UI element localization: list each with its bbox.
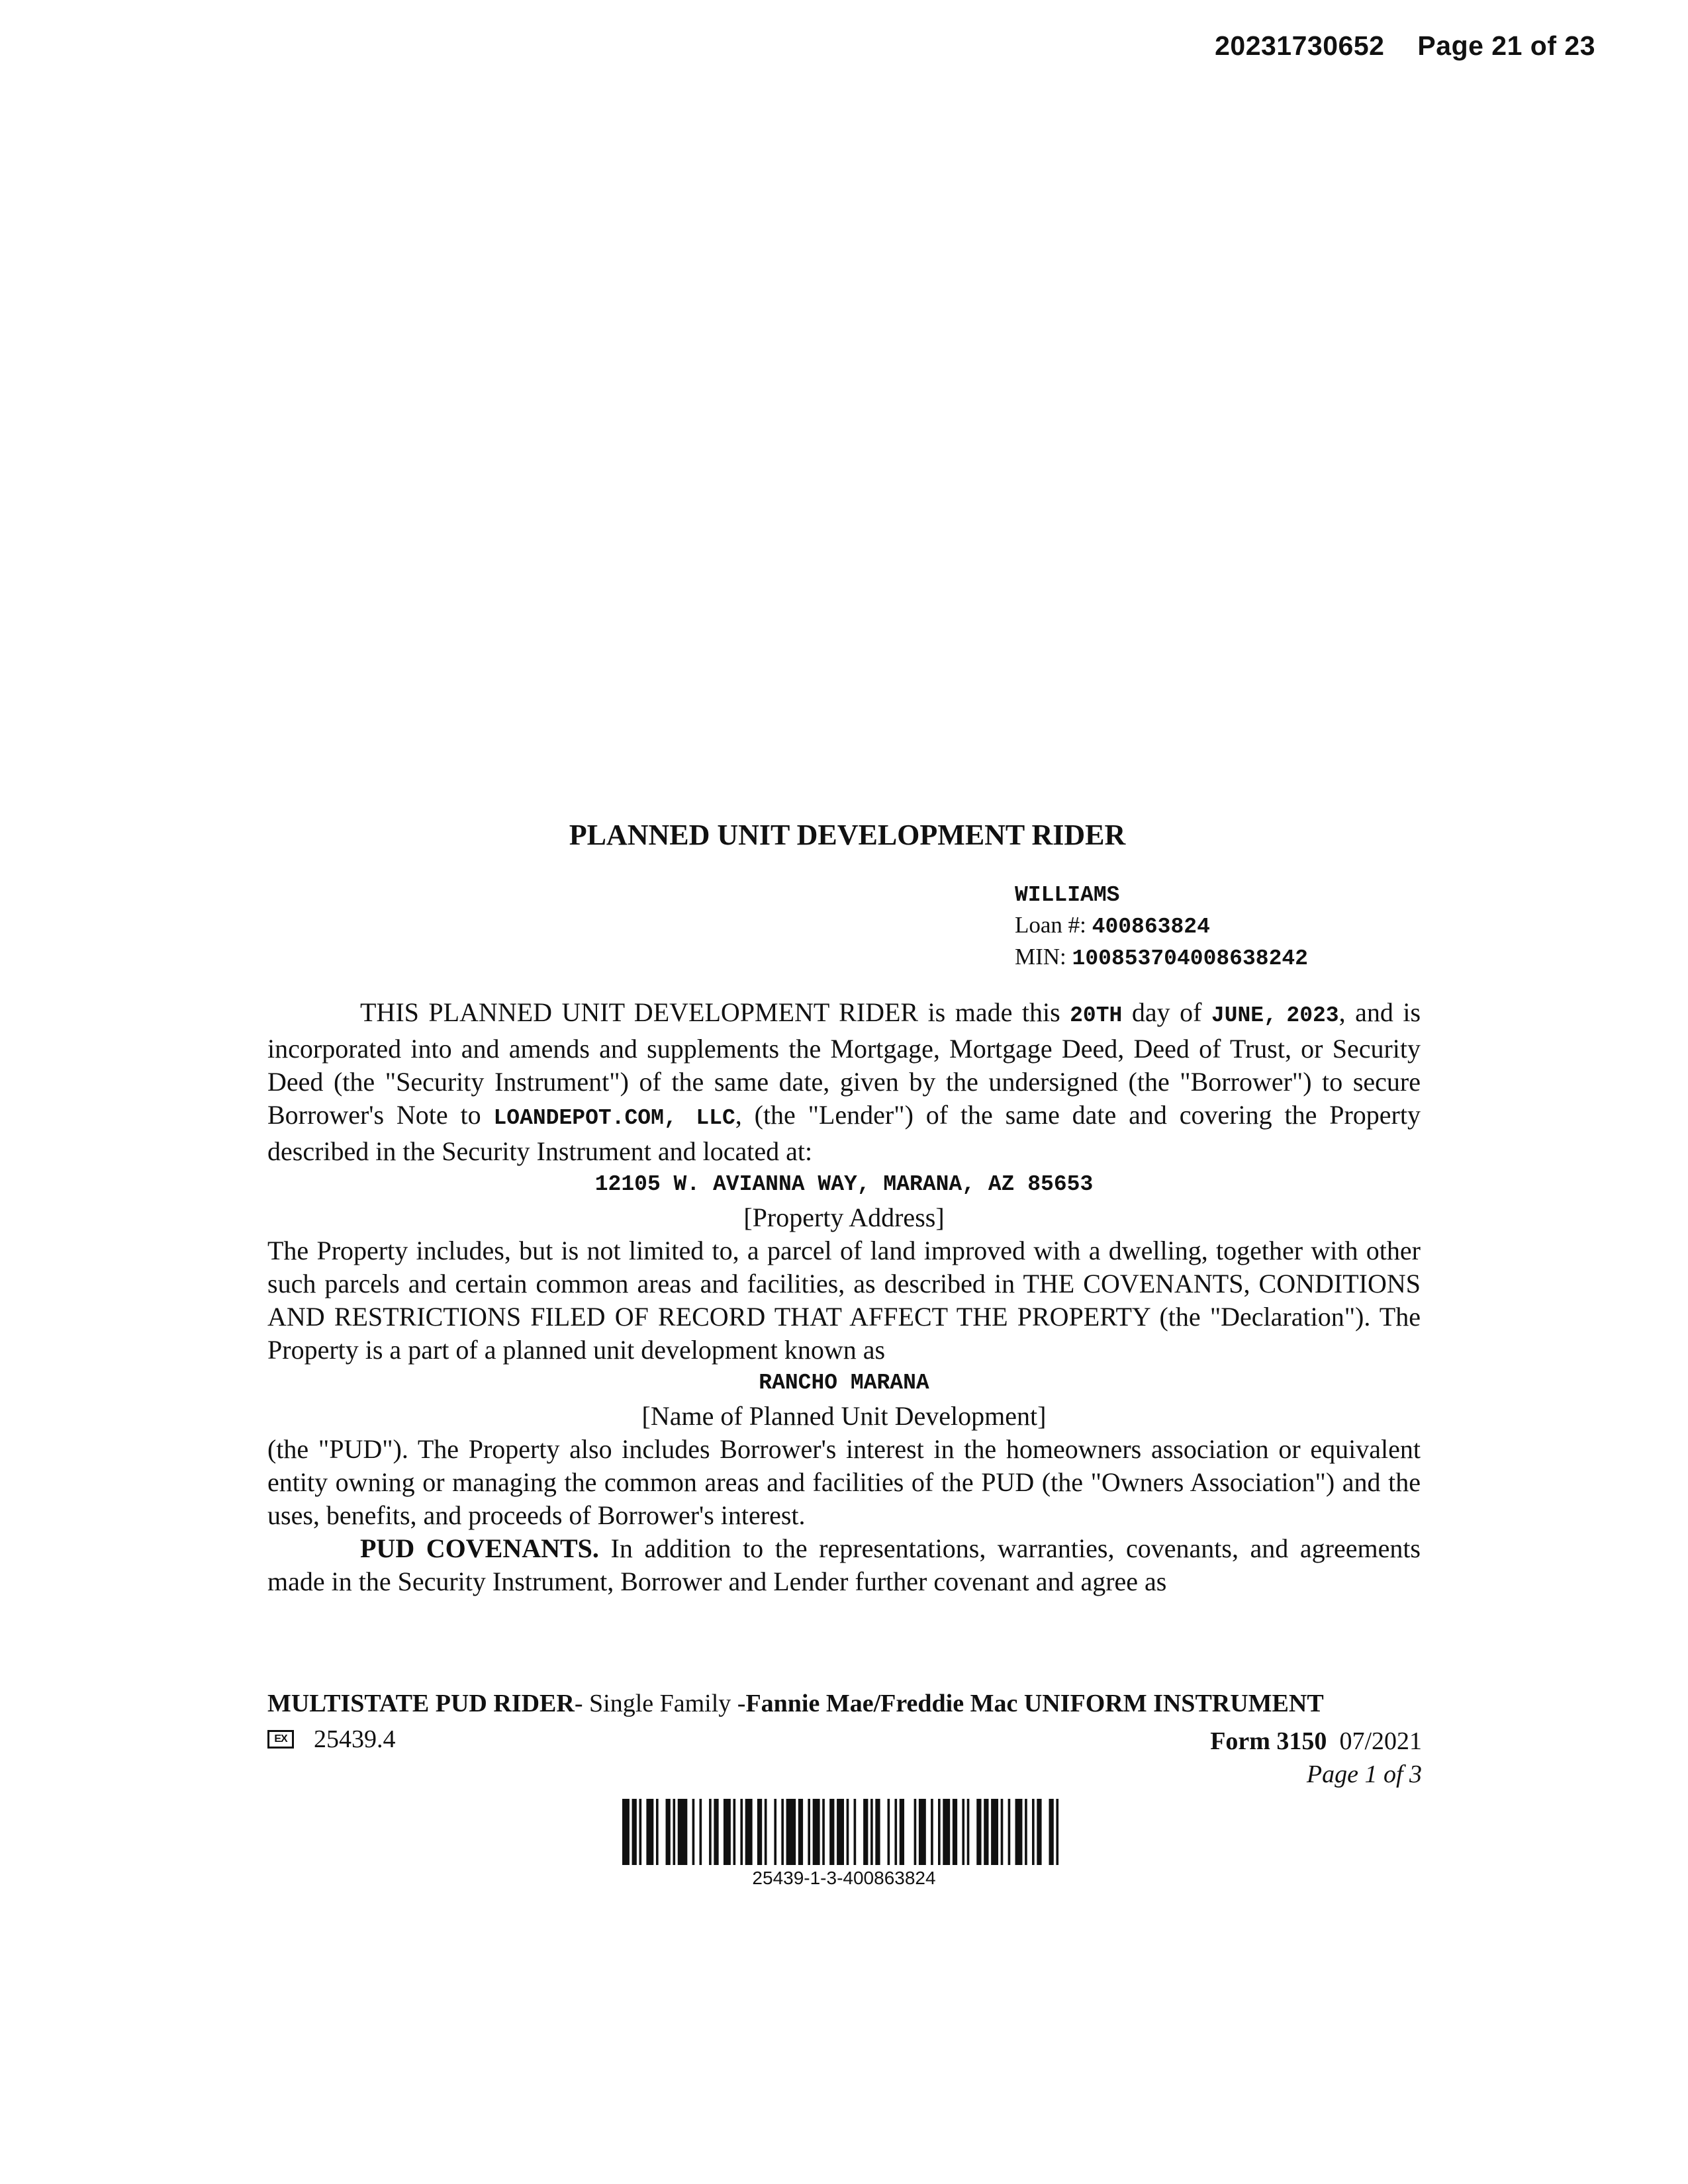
covenants-text: In addition to the representations, warranties, covenants, and agreements made in the Security Instrument, Borrower and Lender further covenant and agree as [267,1533,1421,1596]
footer-code [267,1725,396,1754]
min-line [1015,942,1308,974]
form-number-line [1210,1725,1422,1758]
form-date: 07/2021 [1339,1727,1422,1755]
barcode-bar [1056,1799,1058,1865]
intro-paragraph [267,996,1421,1168]
barcode-bar [622,1799,630,1865]
barcode-bar [781,1799,784,1865]
barcode-number: 25439-1-3-400863824 [752,1868,936,1888]
document-number: 20231730652 [1215,30,1385,61]
barcode-bar [822,1799,825,1865]
page-of: Page 1 of 3 [1306,1760,1422,1788]
barcode-bar [984,1799,988,1865]
form-title-line [267,1689,1324,1718]
barcode-bar [967,1799,970,1865]
min-label: MIN: [1015,944,1066,970]
barcode-bar [1008,1799,1011,1865]
rider-type: - Single Family - [574,1690,746,1717]
covenants-paragraph [267,1532,1421,1598]
borrower-name: WILLIAMS [1015,883,1120,907]
pud-paragraph: (the "PUD"). The Property also includes Borrower's interest in the homeowners association or equivalent entity owning or managing the common areas and facilities of the PUD (the "Owners Association") and the uses, benefits, and proceeds of Borrower's interest. [267,1434,1421,1530]
barcode-bar [813,1799,820,1865]
doc-code: 25439.4 [314,1725,396,1753]
loan-number-line [1015,910,1308,942]
property-description-paragraph: The Property includes, but is not limited to, a parcel of land improved with a dwelling, together with other such parcels and certain common areas and facilities, as described in THE COVENANTS, CONDITIONS AND RESTRICTIONS FILED OF RECORD THAT AFFECT THE PROPERTY (the "Declaration"). The Property is a part of a planned unit development known as [267,1236,1421,1365]
uniform-instrument-label: Fannie Mae/Freddie Mac UNIFORM INSTRUMENT [745,1690,1324,1717]
barcode-bar [724,1799,731,1865]
barcode-bar [991,1799,998,1865]
barcode-bar [938,1799,941,1865]
barcode-bar [798,1799,803,1865]
pud-name: RANCHO MARANA [759,1371,929,1395]
barcode-bar [837,1799,844,1865]
page-indicator: Page 21 of 23 [1417,30,1595,61]
barcode-bar [1037,1799,1041,1865]
loan-label: Loan #: [1015,912,1086,938]
barcode-bar [745,1799,753,1865]
intro-text-3: , and is incorporated into and amends and supplements the Mortgage, Mortgage Deed, Deed of Trust, or Security Deed (the "Security Instrument") of the same date, given by the undersigned (the "Borrower") to secure Borrower's Note to [267,997,1421,1130]
barcode-bar [914,1799,917,1865]
barcode-bar [709,1799,712,1865]
rider-month: JUNE, [1211,1003,1277,1028]
property-address: 12105 W. AVIANNA WAY, MARANA, AZ 85653 [594,1172,1094,1197]
barcode-bar [847,1799,849,1865]
barcode-bar [733,1799,736,1865]
barcode-bar [757,1799,762,1865]
intro-text-4: , (the "Lender") of the same date and covering the Property described in the Security Instrument and located at: [267,1100,1421,1166]
ex-logo-icon: EX [267,1730,294,1749]
form-number: Form 3150 [1210,1727,1327,1755]
pud-name-caption: [Name of Planned Unit Development] [641,1401,1047,1431]
document-body [267,996,1421,1598]
barcode-bar [808,1799,810,1865]
barcode-bar [863,1799,868,1865]
page-title: PLANNED UNIT DEVELOPMENT RIDER [569,819,1126,851]
page-of-line [1210,1758,1422,1791]
intro-space [1277,997,1286,1027]
barcode-bar [976,1799,981,1865]
intro-text-1: THIS PLANNED UNIT DEVELOPMENT RIDER is made this [360,997,1070,1027]
lender-name: LOANDEPOT.COM, LLC [493,1106,735,1130]
loan-number: 400863824 [1092,915,1210,939]
barcode-bar [740,1799,743,1865]
barcode-bar [1032,1799,1035,1865]
barcode-bar [656,1799,659,1865]
form-info [1210,1725,1422,1791]
barcode-bar [786,1799,796,1865]
barcode-bar [870,1799,873,1865]
barcode-bar [774,1799,776,1865]
intro-text-2: day of [1122,997,1211,1027]
loan-id-block [1015,880,1308,974]
barcode [622,1799,1066,1889]
barcode-bar [678,1799,688,1865]
rider-name: MULTISTATE PUD RIDER [267,1690,575,1717]
barcode-bar [875,1799,880,1865]
barcode-bar [673,1799,675,1865]
barcode-bar [1049,1799,1054,1865]
barcode-bar [714,1799,718,1865]
barcode-bar [765,1799,767,1865]
barcode-bar [888,1799,890,1865]
barcode-bar [1015,1799,1023,1865]
covenants-heading: PUD COVENANTS. [360,1533,599,1563]
page-header [1215,30,1595,62]
barcode-bar [639,1799,641,1865]
barcode-bar [666,1799,671,1865]
barcode-bar [1001,1799,1004,1865]
barcode-bar [919,1799,926,1865]
rider-year: 2023 [1286,1003,1339,1028]
min-number: 100853704008638242 [1072,946,1308,971]
barcode-bar [692,1799,695,1865]
barcode-bar [962,1799,964,1865]
rider-day: 20TH [1070,1003,1123,1028]
property-address-caption: [Property Address] [743,1203,945,1232]
barcode-bar [646,1799,653,1865]
barcode-bar [894,1799,897,1865]
barcode-bar [700,1799,702,1865]
barcode-bar [1025,1799,1027,1865]
barcode-bar [854,1799,857,1865]
barcode-bar [943,1799,950,1865]
barcode-bar [632,1799,637,1865]
barcode-bar [953,1799,957,1865]
barcode-icon [622,1799,1066,1865]
barcode-bar [829,1799,834,1865]
barcode-bar [931,1799,933,1865]
barcode-bar [900,1799,904,1865]
